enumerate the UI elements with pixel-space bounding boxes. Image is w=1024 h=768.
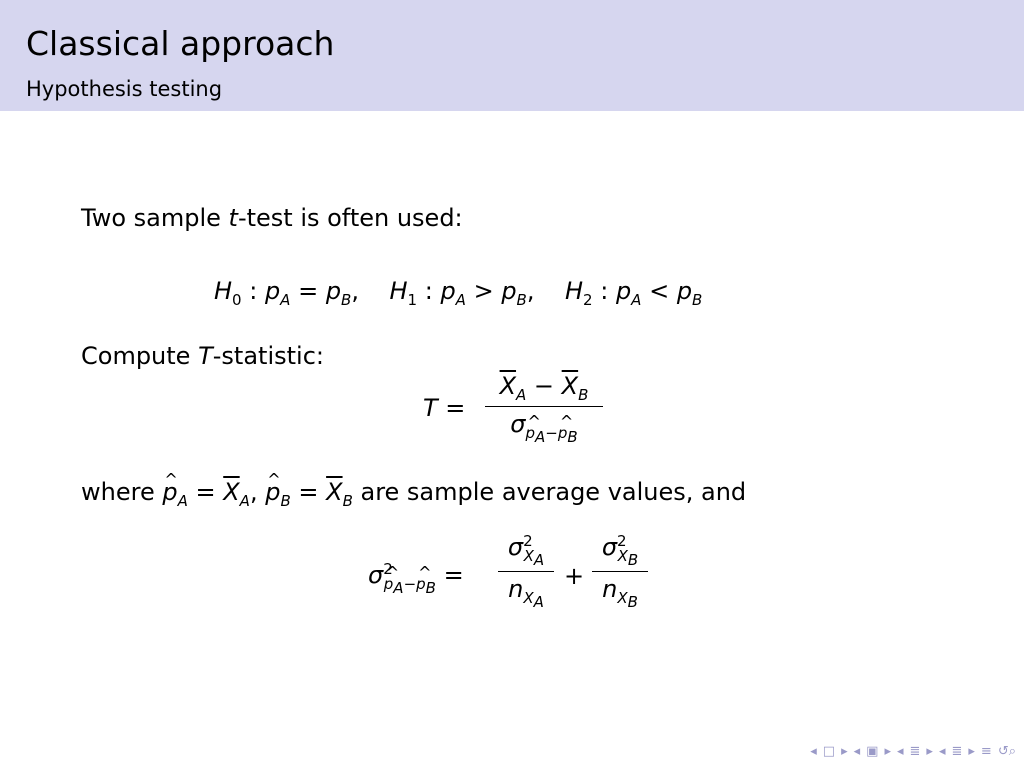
search-icon[interactable]: ↺⌕	[997, 743, 1016, 759]
frame-header	[0, 0, 1024, 111]
frame-subtitle: Hypothesis testing	[26, 77, 223, 101]
compute-text: Compute T-statistic:	[81, 342, 324, 370]
align-icon[interactable]: ≡	[980, 743, 992, 759]
beamer-navigation	[810, 742, 1016, 760]
arrow-right-icon[interactable]: ▸	[884, 743, 891, 759]
intro-text: Two sample t-test is often used:	[81, 204, 463, 232]
arrow-left-icon[interactable]: ◂	[810, 743, 817, 759]
arrow-left-icon[interactable]: ◂	[853, 743, 861, 759]
arrow-left-icon[interactable]: ◂	[938, 743, 946, 759]
subsection-icon[interactable]: ≣	[951, 743, 963, 759]
section-icon[interactable]: ≣	[909, 743, 921, 759]
arrow-right-icon[interactable]: ▸	[968, 743, 975, 759]
variance-equation: $\sigma^2\^{}$ $_{p_A-\^{} p_B}$ = $\sigma^2_{X_A}$ $n_{X_A}$ + $\sigma^2_{X_B}$ $n_{X_B}$	[368, 532, 668, 627]
frame-title: Classical approach	[26, 24, 335, 63]
frame-list-icon[interactable]: ▣	[866, 743, 879, 759]
where-text: where ^ $p_A = \overline{X}_A$, ^ $p_B = \overline{X}_B$ are sample average values, and	[81, 477, 746, 516]
arrow-right-icon[interactable]: ▸	[926, 743, 933, 759]
arrow-right-icon[interactable]: ▸	[841, 743, 848, 759]
frame-icon[interactable]: □	[822, 743, 836, 759]
arrow-left-icon[interactable]: ◂	[896, 743, 904, 759]
hypotheses-equation: $H_0$ : $p_A = p_B$, $H_1$ : $p_A > p_B$, $H_2$ : $p_A < p_B$	[214, 277, 703, 309]
